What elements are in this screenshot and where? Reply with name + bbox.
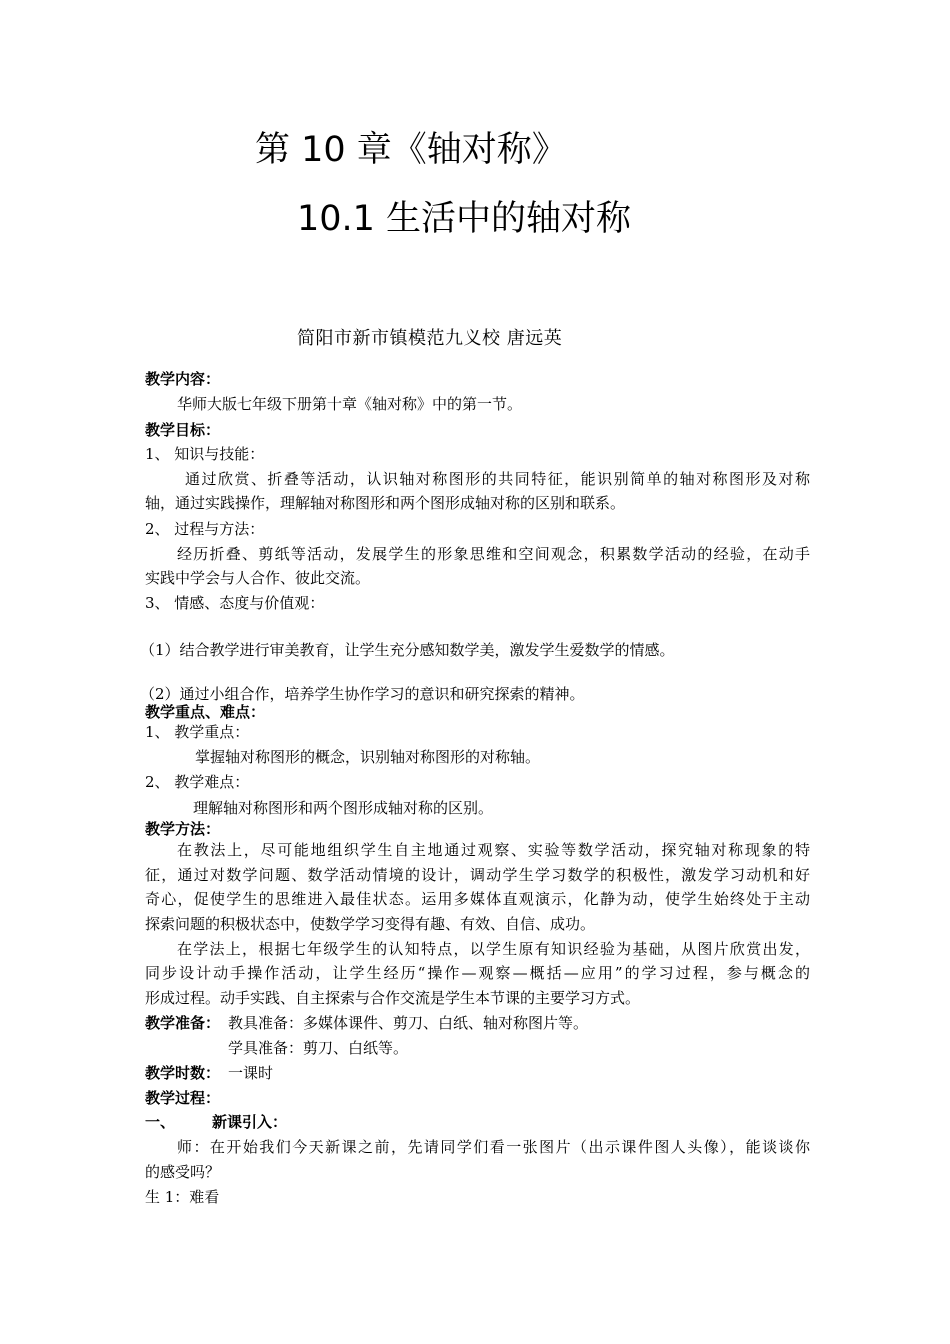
heading-teaching-goals: 教学目标： — [145, 421, 221, 439]
section-title: 10.1 生活中的轴对称 — [297, 199, 632, 239]
heading-key-points: 教学重点、难点： — [145, 703, 266, 721]
paragraph: 教具准备：多媒体课件、剪刀、白纸、轴对称图片等。 — [228, 1014, 589, 1032]
paragraph: 理解轴对称图形和两个图形成轴对称的区别。 — [193, 799, 494, 817]
paragraph-line: 奇心，促使学生的思维进入最佳状态。运用多媒体直观演示，化静为动，使学生始终处于主动 — [145, 890, 810, 908]
heading-teaching-time: 教学时数： — [145, 1064, 221, 1082]
paragraph: 学具准备：剪刀、白纸等。 — [228, 1039, 409, 1057]
paragraph-line: 形成过程。动手实践、自主探索与合作交流是学生本节课的主要学习方式。 — [145, 989, 641, 1007]
list-item: 2、 教学难点： — [145, 773, 250, 791]
paragraph-line: 经历折叠、剪纸等活动，发展学生的形象思维和空间观念，积累数学活动的经验，在动手 — [177, 545, 810, 563]
heading-teaching-method: 教学方法： — [145, 820, 221, 838]
paragraph-line: 在教法上，尽可能地组织学生自主地通过观察、实验等数学活动，探究轴对称现象的特 — [177, 841, 810, 859]
paragraph-line: 生 1：难看 — [145, 1188, 220, 1206]
paragraph-line: 的感受吗？ — [145, 1163, 221, 1181]
paragraph-line: 通过欣赏、折叠等活动，认识轴对称图形的共同特征，能识别简单的轴对称图形及对称 — [185, 470, 810, 488]
heading-teaching-prep: 教学准备： — [145, 1014, 221, 1032]
paragraph-line: 在学法上，根据七年级学生的认知特点，以学生原有知识经验为基础，从图片欣赏出发， — [177, 940, 810, 958]
paragraph-line: 师：在开始我们今天新课之前，先请同学们看一张图片（出示课件图人头像），能谈谈你 — [177, 1138, 810, 1156]
paragraph: 一课时 — [228, 1064, 274, 1082]
paragraph: 华师大版七年级下册第十章《轴对称》中的第一节。 — [177, 395, 523, 413]
heading-teaching-content: 教学内容： — [145, 370, 221, 388]
list-item: 2、 过程与方法： — [145, 520, 265, 538]
paragraph-line: 征，通过对数学问题、数学活动情境的设计，调动学生学习数学的积极性，激发学习动机和好 — [145, 866, 810, 884]
list-item: （1）结合教学进行审美教育，让学生充分感知数学美，激发学生爱数学的情感。 — [140, 641, 675, 659]
paragraph-line: 实践中学会与人合作、彼此交流。 — [145, 569, 371, 587]
step-title: 新课引入： — [212, 1113, 288, 1131]
paragraph: 掌握轴对称图形的概念，识别轴对称图形的对称轴。 — [195, 748, 541, 766]
paragraph-line: 同步设计动手操作活动，让学生经历“操作—观察—概括—应用”的学习过程，参与概念的 — [145, 964, 810, 982]
heading-teaching-process: 教学过程： — [145, 1089, 221, 1107]
chapter-title: 第 10 章《轴对称》 — [255, 130, 567, 170]
step-number: 一、 — [145, 1113, 176, 1131]
paragraph-line: 轴，通过实践操作，理解轴对称图形和两个图形成轴对称的区别和联系。 — [145, 494, 626, 512]
author-line: 简阳市新市镇模范九义校 唐远英 — [297, 328, 563, 349]
list-item: 1、 教学重点： — [145, 723, 250, 741]
list-item: 1、 知识与技能： — [145, 445, 265, 463]
list-item: 3、 情感、态度与价值观： — [145, 594, 325, 612]
paragraph-line: 探索问题的积极状态中，使数学学习变得有趣、有效、自信、成功。 — [145, 915, 596, 933]
list-item: （2）通过小组合作，培养学生协作学习的意识和研究探索的精神。 — [140, 685, 585, 703]
